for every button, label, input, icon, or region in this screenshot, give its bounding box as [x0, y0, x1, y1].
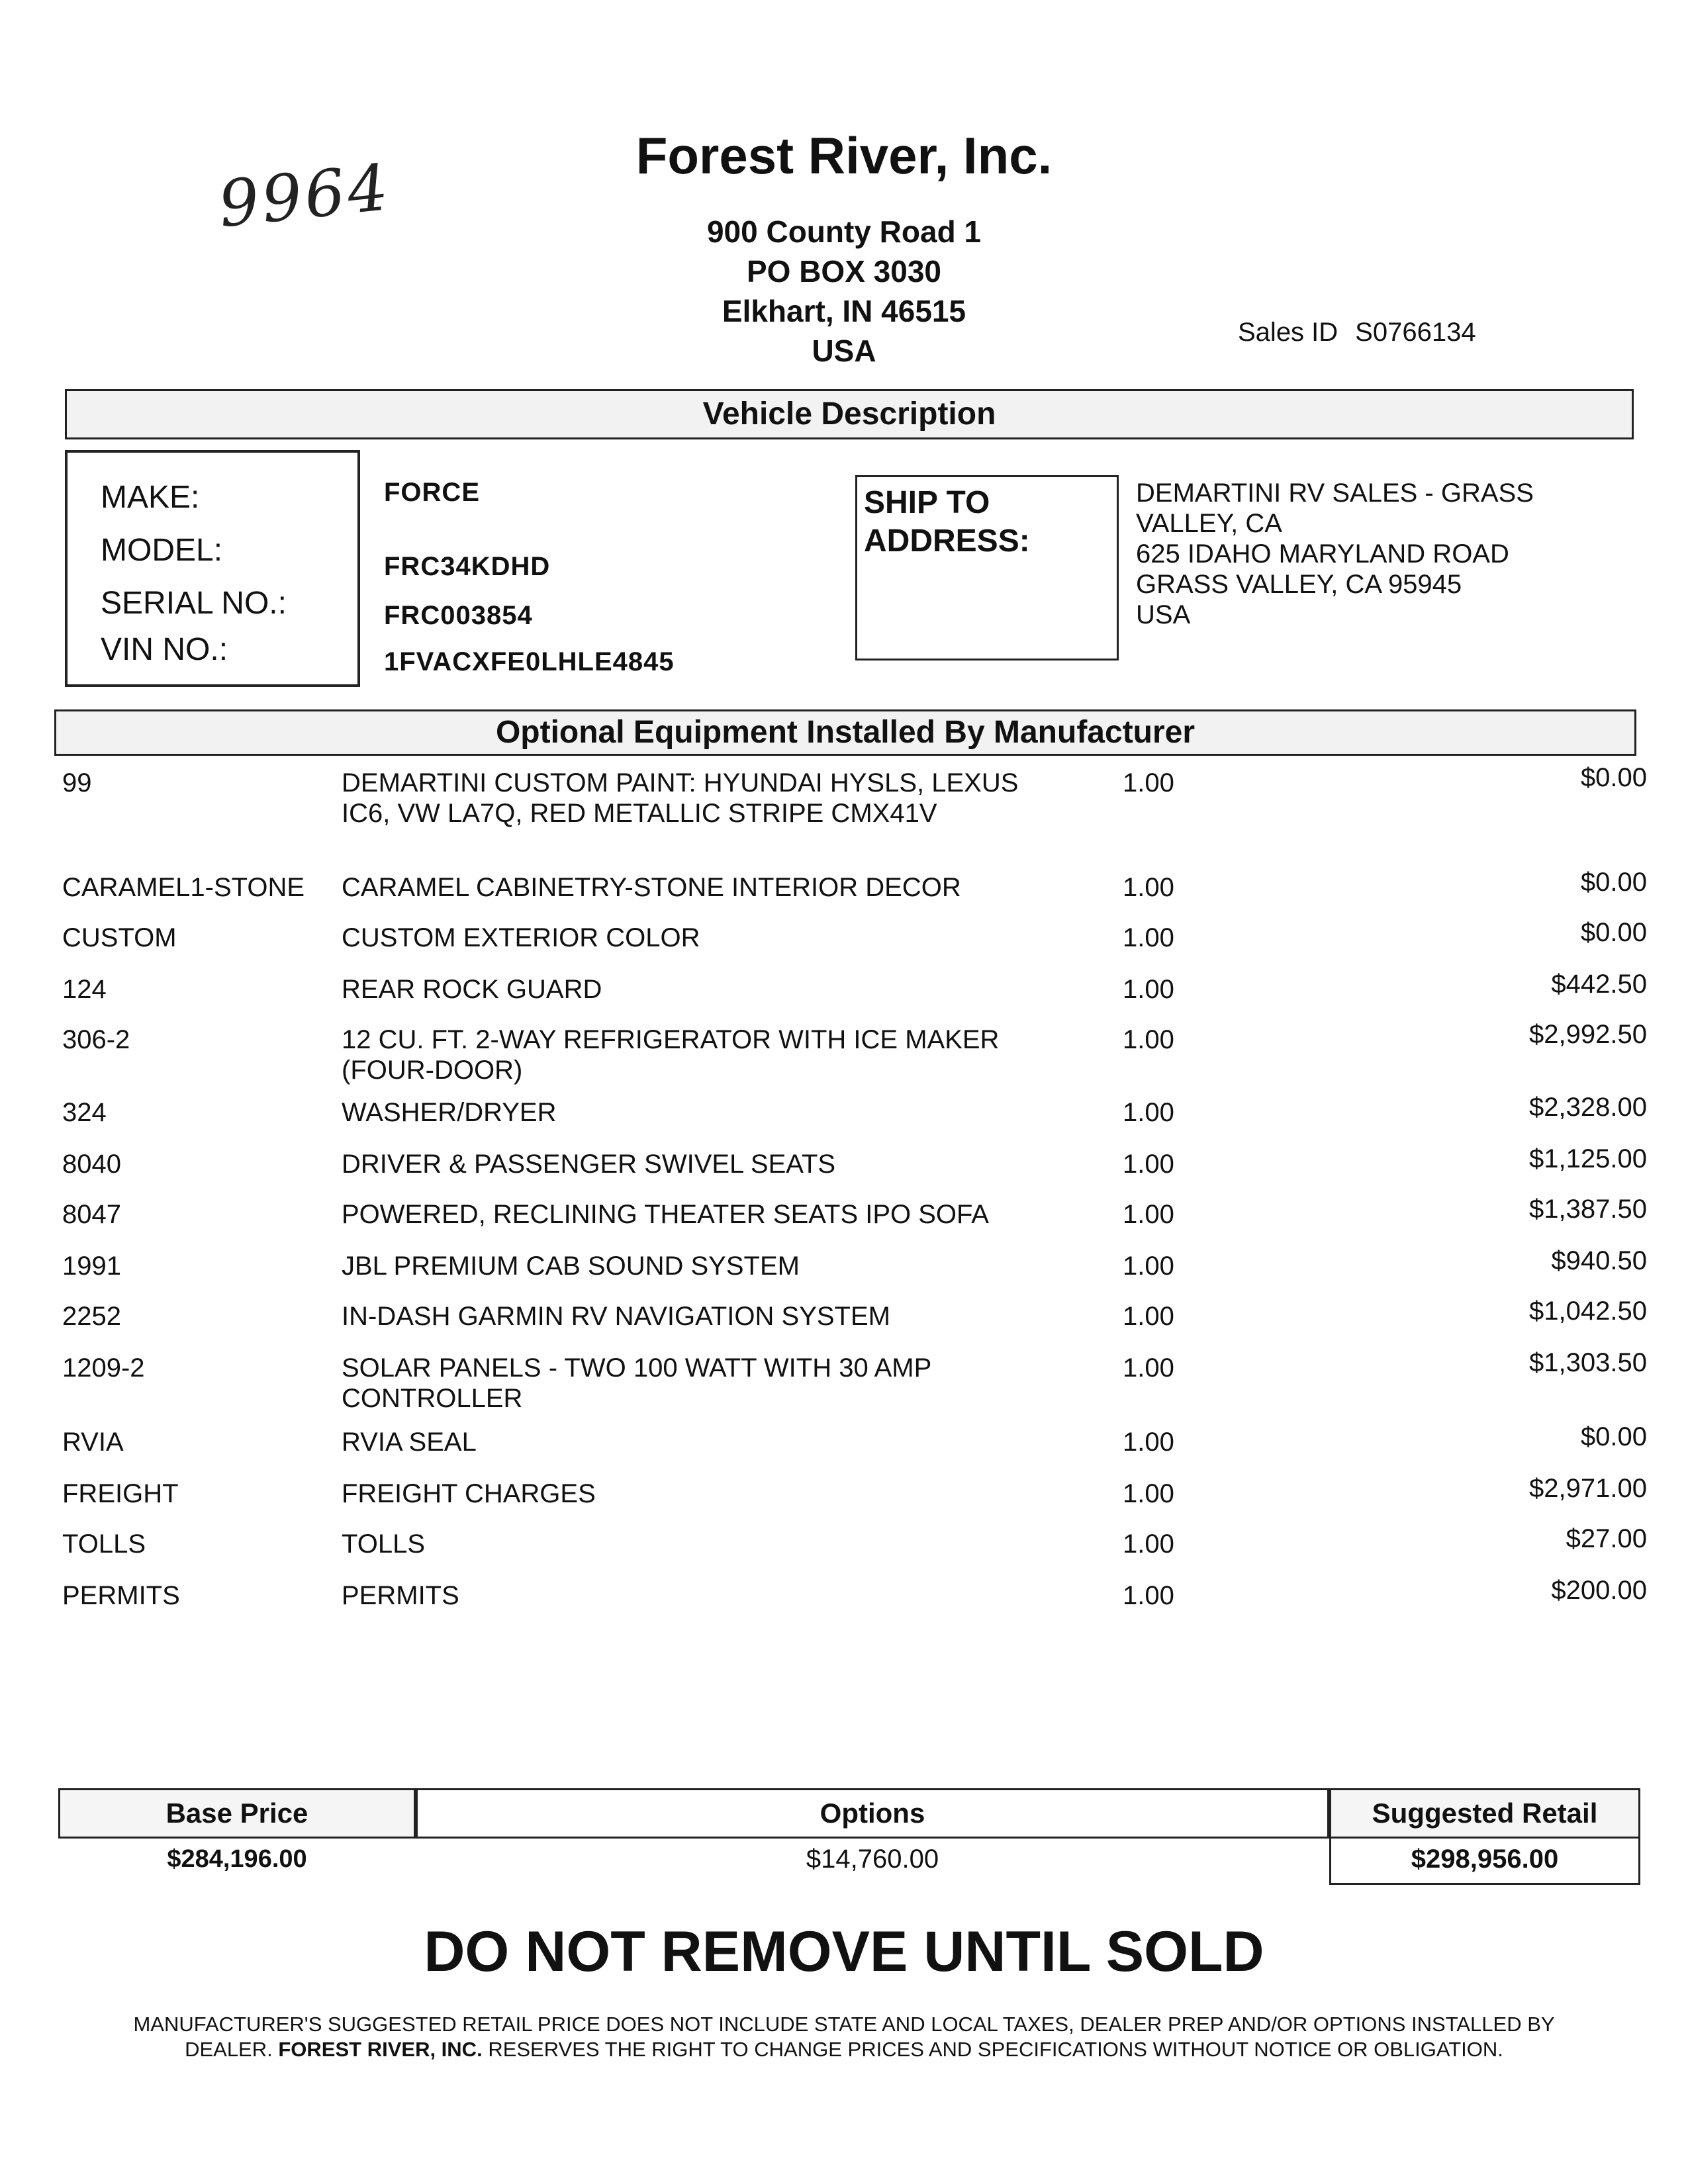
ship-to-line-3: 625 IDAHO MARYLAND ROAD: [1136, 539, 1509, 569]
option-qty: 1.00: [1123, 873, 1174, 902]
option-description: DRIVER & PASSENGER SWIVEL SEATS: [342, 1150, 836, 1179]
option-description: PERMITS: [342, 1581, 459, 1610]
disclaimer-line-2: [73, 2037, 1615, 2062]
option-qty: 1.00: [1123, 1098, 1174, 1127]
vehicle-description-header: Vehicle Description: [65, 389, 1634, 439]
option-qty: 1.00: [1123, 1025, 1174, 1054]
option-description: SOLAR PANELS - TWO 100 WATT WITH 30 AMP CONTROLLER: [342, 1353, 931, 1413]
option-qty: 1.00: [1123, 1529, 1174, 1559]
address-line-2: PO BOX 3030: [746, 254, 942, 289]
option-code: CARAMEL1-STONE: [62, 873, 305, 902]
option-code: 2252: [62, 1302, 121, 1331]
options-header: Options: [416, 1788, 1329, 1839]
totals-table: [58, 1788, 1640, 1888]
option-description: POWERED, RECLINING THEATER SEATS IPO SOFA: [342, 1200, 989, 1229]
option-code: TOLLS: [62, 1529, 146, 1559]
ship-to-label-line1: SHIP TO: [864, 485, 990, 520]
option-code: 1991: [62, 1251, 121, 1281]
option-qty: 1.00: [1123, 1251, 1174, 1281]
vin-label: VIN NO.:: [101, 632, 228, 667]
make-value: FORCE: [384, 478, 480, 507]
option-price: $940.50: [1551, 1246, 1647, 1275]
ship-to-address: [1136, 478, 1599, 630]
address-line-3: Elkhart, IN 46515: [722, 294, 966, 328]
option-description: DEMARTINI CUSTOM PAINT: HYUNDAI HYSLS, LEXUS IC6, VW LA7Q, RED METALLIC STRIPE CMX41V: [342, 768, 1019, 828]
option-qty: 1.00: [1123, 1302, 1174, 1331]
option-description: FREIGHT CHARGES: [342, 1479, 596, 1508]
option-price: $2,328.00: [1529, 1093, 1647, 1122]
disclaimer-suffix: RESERVES THE RIGHT TO CHANGE PRICES AND SPECIFICATIONS WITHOUT NOTICE OR OBLIGATION.: [488, 2038, 1503, 2061]
option-code: FREIGHT: [62, 1479, 179, 1508]
option-price: $200.00: [1551, 1576, 1647, 1605]
suggested-retail-header: Suggested Retail: [1329, 1788, 1640, 1839]
option-price: $0.00: [1580, 868, 1647, 897]
ship-to-line-5: USA: [1136, 600, 1191, 629]
option-price: $0.00: [1580, 763, 1647, 792]
option-qty: 1.00: [1123, 1581, 1174, 1610]
option-code: 306-2: [62, 1025, 130, 1054]
option-price: $27.00: [1566, 1524, 1647, 1553]
option-description: JBL PREMIUM CAB SOUND SYSTEM: [342, 1251, 800, 1281]
suggested-retail-value: $298,956.00: [1329, 1839, 1640, 1885]
option-description: WASHER/DRYER: [342, 1098, 557, 1127]
option-qty: 1.00: [1123, 1428, 1174, 1457]
option-code: 8047: [62, 1200, 121, 1229]
option-price: $442.50: [1551, 970, 1647, 999]
option-code: 8040: [62, 1150, 121, 1179]
option-code: CUSTOM: [62, 923, 177, 952]
address-line-1: 900 County Road 1: [706, 214, 982, 249]
disclaimer: [73, 2012, 1615, 2062]
sales-id-label: Sales ID: [1238, 318, 1338, 347]
serial-value: FRC003854: [384, 601, 533, 630]
option-price: $1,387.50: [1529, 1195, 1647, 1224]
option-description: 12 CU. FT. 2-WAY REFRIGERATOR WITH ICE MAKER (FOUR-DOOR): [342, 1025, 1000, 1085]
company-name: Forest River, Inc.: [635, 126, 1053, 185]
option-price: $2,971.00: [1529, 1474, 1647, 1503]
option-qty: 1.00: [1123, 768, 1174, 797]
option-price: $0.00: [1580, 1422, 1647, 1451]
vehicle-labels-box: [65, 450, 360, 687]
optional-equipment-header: Optional Equipment Installed By Manufacturer: [54, 709, 1636, 756]
option-code: 124: [62, 975, 107, 1004]
base-price-value: $284,196.00: [167, 1845, 307, 1873]
option-code: 1209-2: [62, 1353, 145, 1383]
option-qty: 1.00: [1123, 1200, 1174, 1229]
handwritten-note: 9964: [214, 150, 395, 242]
option-price: $1,125.00: [1529, 1144, 1647, 1173]
ship-to-label-box: [855, 475, 1119, 660]
address-line-4: USA: [812, 334, 876, 368]
model-label: MODEL:: [101, 533, 223, 568]
base-price-header: Base Price: [58, 1788, 416, 1839]
sales-id: [1238, 318, 1493, 347]
ship-to-line-2: VALLEY, CA: [1136, 509, 1282, 538]
option-qty: 1.00: [1123, 1479, 1174, 1508]
ship-to-label-line2: ADDRESS:: [864, 523, 1030, 559]
option-price: $2,992.50: [1529, 1020, 1647, 1049]
sales-id-value: S0766134: [1355, 318, 1476, 347]
option-price: $0.00: [1580, 918, 1647, 947]
option-description: RVIA SEAL: [342, 1428, 477, 1457]
option-description: IN-DASH GARMIN RV NAVIGATION SYSTEM: [342, 1302, 890, 1331]
serial-label: SERIAL NO.:: [101, 586, 287, 621]
options-value: $14,760.00: [806, 1844, 939, 1874]
make-label: MAKE:: [101, 480, 200, 515]
ship-to-line-4: GRASS VALLEY, CA 95945: [1136, 570, 1462, 599]
option-code: RVIA: [62, 1428, 124, 1457]
vin-value: 1FVACXFE0LHLE4845: [384, 647, 675, 676]
option-description: REAR ROCK GUARD: [342, 975, 602, 1004]
option-price: $1,303.50: [1529, 1348, 1647, 1377]
disclaimer-company: FOREST RIVER, INC.: [278, 2038, 483, 2061]
option-qty: 1.00: [1123, 1150, 1174, 1179]
model-value: FRC34KDHD: [384, 552, 551, 581]
ship-to-line-1: DEMARTINI RV SALES - GRASS: [1136, 478, 1534, 508]
disclaimer-prefix: DEALER.: [185, 2038, 273, 2061]
option-description: CARAMEL CABINETRY-STONE INTERIOR DECOR: [342, 873, 961, 902]
option-code: PERMITS: [62, 1581, 180, 1610]
option-qty: 1.00: [1123, 923, 1174, 952]
option-qty: 1.00: [1123, 1353, 1174, 1383]
do-not-remove-notice: DO NOT REMOVE UNTIL SOLD: [424, 1920, 1264, 1983]
option-code: 324: [62, 1098, 107, 1127]
option-description: TOLLS: [342, 1529, 425, 1559]
option-description: CUSTOM EXTERIOR COLOR: [342, 923, 700, 952]
option-price: $1,042.50: [1529, 1297, 1647, 1326]
option-code: 99: [62, 768, 92, 797]
option-qty: 1.00: [1123, 975, 1174, 1004]
disclaimer-line-1: MANUFACTURER'S SUGGESTED RETAIL PRICE DOES NOT INCLUDE STATE AND LOCAL TAXES, DEALER PREP AND/OR OPTIONS INSTALLED BY: [133, 2013, 1555, 2036]
